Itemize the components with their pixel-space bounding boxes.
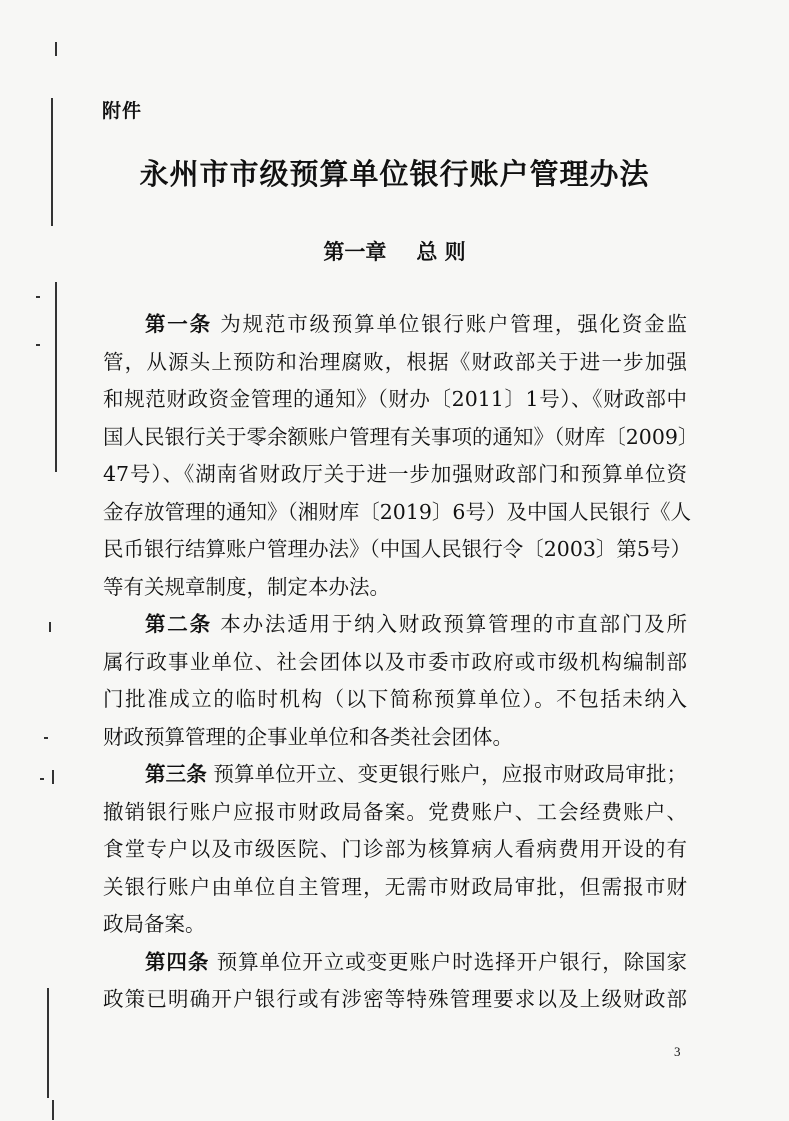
article-text: 47号）、《湖南省财政厅关于进一步加强财政部门和预算单位资 [103, 462, 687, 486]
article-3-line-1 [103, 756, 687, 794]
article-text: 撤销银行账户应报市财政局备案。党费账户、工会经费账户、 [103, 799, 687, 824]
scan-artifact [52, 770, 54, 784]
scan-artifact [47, 988, 49, 1098]
document-title: 永州市市级预算单位银行账户管理办法 [139, 157, 650, 191]
scan-artifact [40, 778, 44, 780]
article-text: 本办法适用于纳入财政预算管理的市直部门及所 [220, 612, 687, 636]
article-label: 第三条 [145, 762, 207, 786]
scan-artifact [36, 344, 40, 346]
attachment-label: 附件 [102, 100, 143, 122]
chapter-name: 总 则 [416, 240, 466, 264]
article-text: 民币银行结算账户管理办法》（中国人民银行令〔2003〕第5号） [103, 537, 691, 561]
article-text: 管，从源头上预防和治理腐败，根据《财政部关于进一步加强 [103, 349, 687, 374]
scan-artifact [36, 296, 40, 298]
article-text: 等有关规章制度，制定本办法。 [103, 574, 390, 599]
article-text: 食堂专户以及市级医院、门诊部为核算病人看病费用开设的有 [103, 837, 687, 861]
page-number: 3 [674, 1044, 681, 1059]
scan-artifact [52, 1100, 54, 1120]
article-1-line-1 [103, 306, 687, 344]
article-text: 金存放管理的通知》（湘财库〔2019〕6号）及中国人民银行《人 [103, 499, 691, 524]
article-label: 第一条 [145, 312, 212, 336]
chapter-heading [0, 236, 789, 266]
scan-artifact [55, 42, 57, 56]
article-2-line-1 [103, 606, 687, 644]
document-body [103, 306, 699, 1019]
article-text: 属行政事业单位、社会团体以及市委市政府或市级机构编制部 [103, 649, 687, 674]
chapter-number: 第一章 [323, 240, 387, 264]
article-text: 为规范市级预算单位银行账户管理，强化资金监 [220, 312, 687, 336]
article-text: 财政预算管理的企事业单位和各类社会团体。 [103, 724, 513, 749]
article-label: 第二条 [145, 612, 212, 636]
article-text: 预算单位开立、变更银行账户，应报市财政局审批； [213, 762, 688, 786]
article-text: 预算单位开立或变更账户时选择开户银行，除国家 [216, 949, 687, 974]
article-text: 和规范财政资金管理的通知》（财办〔2011〕1号）、《财政部中 [103, 387, 687, 411]
scan-artifact [55, 282, 57, 472]
article-text: 门批准成立的临时机构（以下简称预算单位）。不包括未纳入 [103, 687, 687, 711]
article-text: 政策已明确开户银行或有涉密等特殊管理要求以及上级财政部 [103, 987, 687, 1011]
scan-artifact [49, 622, 51, 632]
article-label: 第四条 [145, 949, 210, 974]
article-4-line-1 [103, 944, 687, 982]
scan-artifact [44, 737, 48, 739]
article-text: 国人民银行关于零余额账户管理有关事项的通知》（财库〔2009〕 [103, 424, 699, 449]
article-text: 关银行账户由单位自主管理，无需市财政局审批，但需报市财 [103, 874, 687, 899]
article-text: 政局备案。 [103, 912, 206, 936]
